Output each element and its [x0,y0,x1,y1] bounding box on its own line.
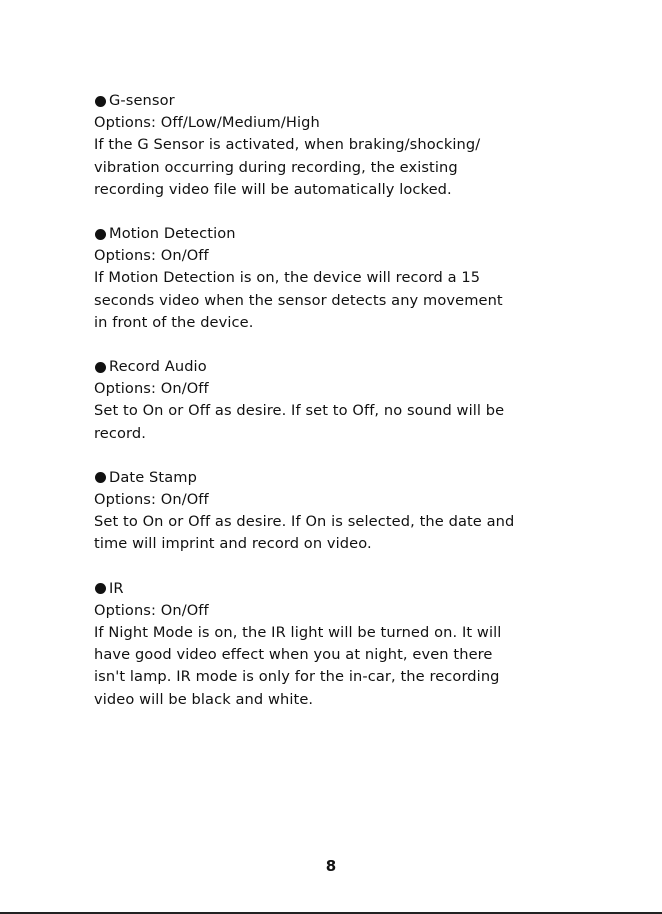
section-options: Options: On/Off [94,380,209,398]
section-description-line: Set to On or Off as desire. If On is selected, the date and [94,513,515,531]
section-description-line: recording video file will be automatically locked. [94,180,452,198]
section-description-line: vibration occurring during recording, the existing [94,158,458,176]
section-options: Options: On/Off [94,491,209,509]
section-title [94,578,574,600]
section-description-line: If the G Sensor is activated, when braking/shocking/ [94,136,481,154]
bullet-icon [95,362,106,373]
section-g-sensor [94,90,574,201]
section-description-line: in front of the device. [94,313,254,331]
section-title-text: Date Stamp [109,468,197,486]
section-description-line: Set to On or Off as desire. If set to Off, no sound will be [94,402,505,420]
section-description-line: have good video effect when you at night, even there [94,646,493,664]
section-options: Options: On/Off [94,247,209,265]
bullet-icon [95,229,106,240]
section-ir [94,578,574,711]
section-description-line: isn't lamp. IR mode is only for the in-car, the recording [94,668,500,686]
section-record-audio [94,356,574,445]
manual-content [94,90,574,733]
section-title-text: Motion Detection [109,225,236,243]
section-description-line: If Motion Detection is on, the device will record a 15 [94,269,481,287]
section-title-text: Record Audio [109,358,207,376]
page-number: 8 [325,857,337,875]
section-options: Options: On/Off [94,601,209,619]
section-title [94,467,574,489]
section-date-stamp [94,467,574,556]
section-description-line: video will be black and white. [94,690,314,708]
section-description-line: record. [94,424,146,442]
section-description-line: If Night Mode is on, the IR light will be turned on. It will [94,624,502,642]
section-description-line: seconds video when the sensor detects any movement [94,291,503,309]
bullet-icon [95,583,106,594]
bullet-icon [95,472,106,483]
section-motion-detection [94,223,574,334]
section-title-text: G-sensor [109,92,175,109]
section-options: Options: Off/Low/Medium/High [94,114,320,132]
section-description-line: time will imprint and record on video. [94,535,372,553]
section-title [94,356,574,378]
section-title [94,223,574,245]
bullet-icon [95,96,106,107]
section-title-text: IR [109,579,124,597]
section-title [94,90,574,112]
